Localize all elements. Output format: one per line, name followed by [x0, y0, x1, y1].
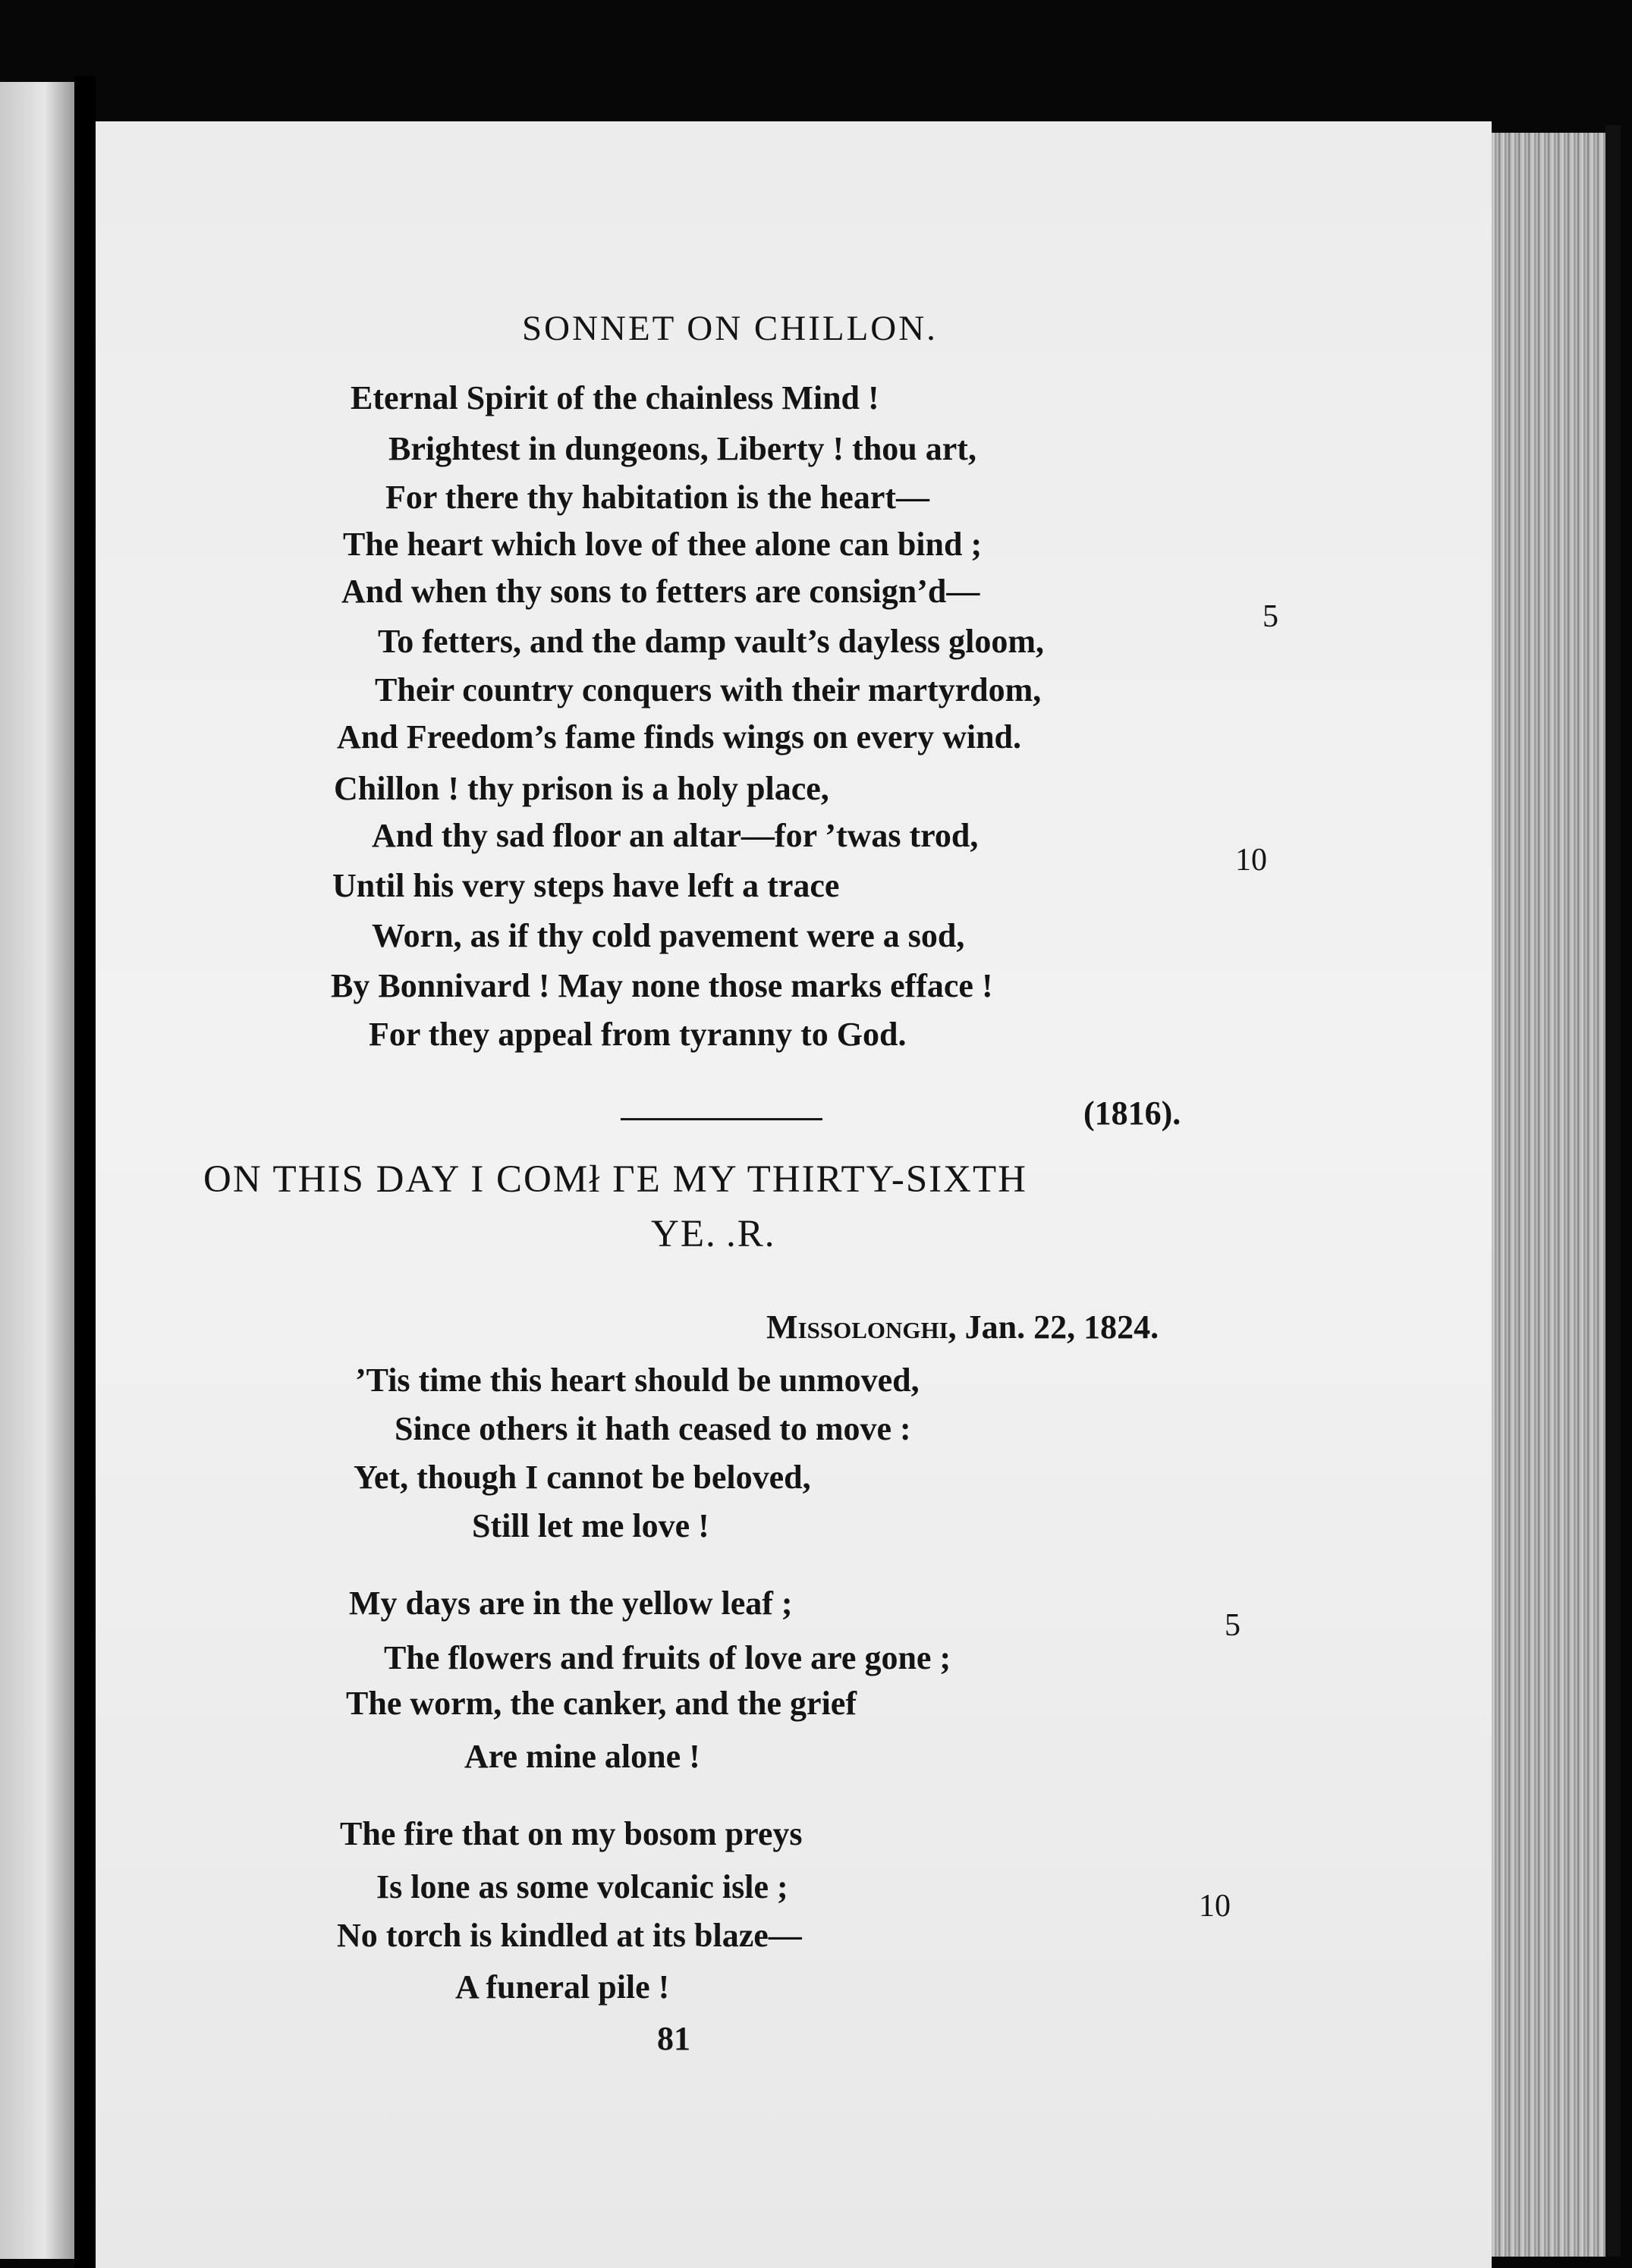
- poem-line: My days are in the yellow leaf ;: [349, 1585, 793, 1622]
- line-number: 5: [1225, 1608, 1241, 1643]
- sonnet-line: By Bonnivard ! May none those marks efface !: [331, 967, 993, 1004]
- sonnet-line: The heart which love of thee alone can bind ;: [343, 526, 983, 563]
- poem-line: Still let me love !: [472, 1507, 709, 1544]
- line-number: 10: [1235, 843, 1267, 878]
- poem-line: No torch is kindled at its blaze—: [337, 1917, 802, 1954]
- poem-line: A funeral pile !: [455, 1968, 670, 2006]
- poem-line: The fire that on my bosom preys: [340, 1815, 803, 1852]
- sonnet-line: Chillon ! thy prison is a holy place,: [334, 770, 829, 807]
- sonnet-line: Until his very steps have left a trace: [332, 867, 840, 904]
- sonnet-line: Brightest in dungeons, Liberty ! thou art,: [388, 430, 976, 467]
- book-gutter: [74, 76, 96, 2268]
- line-number: 5: [1263, 599, 1278, 634]
- page-stack-shadow: [1605, 125, 1621, 2257]
- page-number: 81: [657, 2020, 690, 2057]
- poem-dateline: [766, 1308, 1159, 1346]
- sonnet-line: To fetters, and the damp vault’s dayless gloom,: [378, 623, 1045, 660]
- line-number: 10: [1199, 1889, 1231, 1924]
- date: Jan. 22, 1824.: [964, 1308, 1159, 1346]
- sonnet-line: And when thy sons to fetters are consign’d—: [341, 573, 980, 610]
- section-rule: [621, 1118, 822, 1120]
- page-stack-edge: [1492, 133, 1605, 2257]
- poem-line: The worm, the canker, and the grief: [346, 1685, 857, 1722]
- facing-page-edge: [0, 82, 74, 2259]
- sonnet-line: Worn, as if thy cold pavement were a sod,: [372, 917, 965, 954]
- poem-title-line-1: ON THIS DAY I COMł ΓE MY THIRTY-SIXTH: [203, 1158, 1027, 1201]
- sonnet-line: Their country conquers with their martyrdom,: [375, 671, 1042, 708]
- sonnet-line: And thy sad floor an altar—for ’twas trod,: [372, 817, 979, 854]
- poem-title-line-2: YE. .R.: [651, 1213, 776, 1255]
- sonnet-line: For there thy habitation is the heart—: [385, 479, 929, 516]
- poem-line: Since others it hath ceased to move :: [395, 1410, 911, 1447]
- sonnet-line: For they appeal from tyranny to God.: [369, 1016, 907, 1053]
- place-name: Missolonghi,: [766, 1308, 957, 1346]
- poem-line: The flowers and fruits of love are gone ;: [384, 1639, 951, 1676]
- poem-line: ’Tis time this heart should be unmoved,: [355, 1362, 920, 1399]
- poem-line: Is lone as some volcanic isle ;: [376, 1868, 788, 1905]
- poem-line: Yet, though I cannot be beloved,: [354, 1459, 811, 1496]
- sonnet-line: Eternal Spirit of the chainless Mind !: [351, 379, 879, 416]
- poem-line: Are mine alone !: [464, 1738, 700, 1775]
- sonnet-title: SONNET ON CHILLON.: [522, 309, 938, 348]
- sonnet-line: And Freedom’s fame finds wings on every wind.: [337, 718, 1022, 755]
- sonnet-date: (1816).: [1083, 1095, 1181, 1132]
